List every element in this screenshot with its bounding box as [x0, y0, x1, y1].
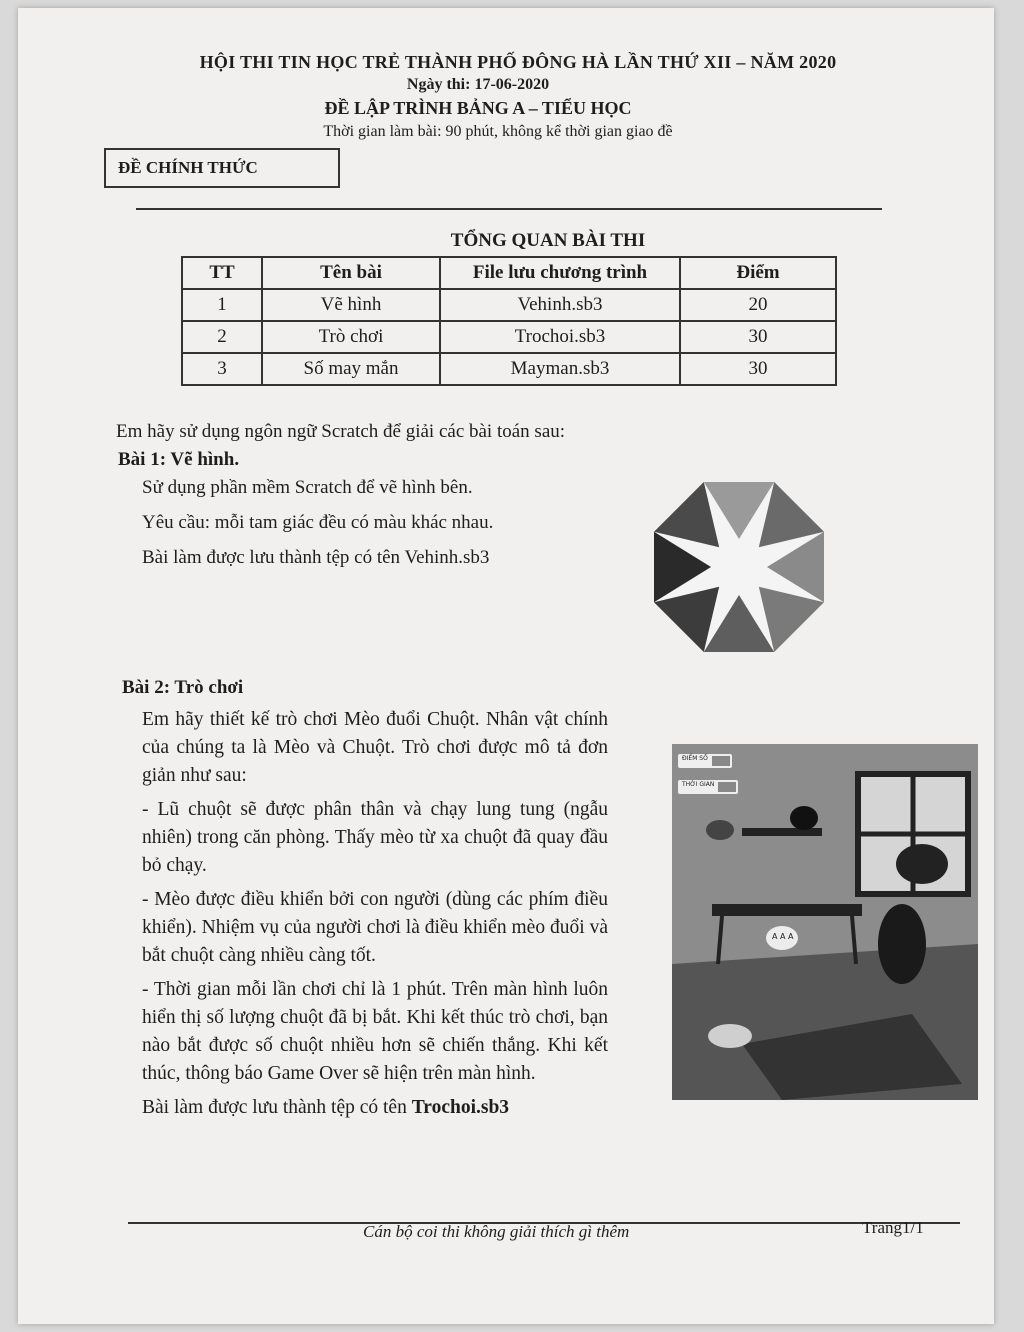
cell-file: Vehinh.sb3	[440, 289, 680, 321]
col-header-tt: TT	[182, 257, 262, 289]
contest-title: HỘI THI TIN HỌC TRẺ THÀNH PHỐ ĐÔNG HÀ LẦN THỨ XII – NĂM 2020	[199, 52, 837, 72]
bai2-title: Bài 2: Trò chơi	[122, 677, 244, 698]
intro-text: Em hãy sử dụng ngôn ngữ Scratch để giải các bài toán sau:	[116, 421, 566, 442]
cell-name: Số may mắn	[262, 353, 440, 385]
overview-title: TỔNG QUAN BÀI THI	[450, 230, 646, 251]
cell-tt: 2	[182, 321, 262, 353]
score-label: ĐIỂM SỐ	[682, 755, 708, 762]
header-divider	[136, 208, 882, 210]
bai2-paragraph-5	[142, 1094, 608, 1122]
bai1-paragraph-2: Yêu cầu: mỗi tam giác đều có màu khác nhau.	[142, 512, 494, 533]
exam-date: Ngày thi: 17-06-2020	[406, 76, 550, 93]
star-triangles	[654, 482, 824, 652]
bai1-title: Bài 1: Vẽ hình.	[118, 449, 240, 470]
footer-note: Cán bộ coi thi không giải thích gì thêm	[363, 1222, 630, 1241]
cell-name: Vẽ hình	[262, 289, 440, 321]
exam-page	[18, 8, 994, 1324]
cell-score: 30	[680, 321, 836, 353]
official-label: ĐỀ CHÍNH THỨC	[104, 148, 340, 188]
time-label: THỜI GIAN	[682, 781, 715, 788]
bai1-body	[142, 474, 538, 579]
cell-score: 30	[680, 353, 836, 385]
bai2-paragraph-1: Em hãy thiết kế trò chơi Mèo đuổi Chuột. Nhân vật chính của chúng ta là Mèo và Chuột. Trò chơi được mô tả đơn giản như sau:	[142, 709, 608, 786]
page-number: Trang1/1	[862, 1218, 924, 1237]
cell-tt: 1	[182, 289, 262, 321]
table-row	[182, 321, 836, 353]
game-scene-drawing	[672, 744, 978, 1100]
table-row	[182, 289, 836, 321]
octagon-star-figure	[646, 474, 832, 660]
bai1-paragraph-1: Sử dụng phần mềm Scratch để vẽ hình bên.	[142, 477, 473, 498]
table-row	[182, 353, 836, 385]
table-header-row	[182, 257, 836, 289]
game-screenshot	[672, 744, 978, 1100]
col-header-score: Điểm	[680, 257, 836, 289]
bai2-save-prefix: Bài làm được lưu thành tệp có tên	[142, 1097, 412, 1118]
exam-subtitle: ĐỀ LẬP TRÌNH BẢNG A – TIỂU HỌC	[324, 98, 632, 118]
bai2-paragraph-3: - Mèo được điều khiển bởi con người (dùng các phím điều khiển). Nhiệm vụ của người chơi là điều khiển mèo đuổi và bắt chuột càng nhiều càng tốt.	[142, 889, 608, 966]
bai1-paragraph-3: Bài làm được lưu thành tệp có tên Vehinh.sb3	[142, 547, 490, 568]
bai2-paragraph-2: - Lũ chuột sẽ được phân thân và chạy lung tung (ngẫu nhiên) trong căn phòng. Thấy mèo từ xa chuột đã quay đầu bỏ chạy.	[142, 799, 608, 876]
bai2-body	[142, 706, 608, 1128]
cell-tt: 3	[182, 353, 262, 385]
cell-name: Trò chơi	[262, 321, 440, 353]
cell-score: 20	[680, 289, 836, 321]
bai2-save-file: Trochoi.sb3	[411, 1097, 510, 1118]
speech-bubble: A A A	[772, 932, 794, 941]
overview-table	[181, 256, 837, 386]
col-header-file: File lưu chương trình	[440, 257, 680, 289]
cell-file: Trochoi.sb3	[440, 321, 680, 353]
cell-file: Mayman.sb3	[440, 353, 680, 385]
col-header-name: Tên bài	[262, 257, 440, 289]
exam-duration: Thời gian làm bài: 90 phút, không kể thời gian giao đề	[323, 123, 673, 140]
bai2-paragraph-4: - Thời gian mỗi lần chơi chỉ là 1 phút. Trên màn hình luôn hiển thị số lượng chuột đã bị bắt. Khi kết thúc trò chơi, bạn nào bắt được số chuột nhiều hơn sẽ chiến thắng. Khi kết thúc, thông báo Game Over sẽ hiện trên màn hình.	[142, 979, 608, 1084]
